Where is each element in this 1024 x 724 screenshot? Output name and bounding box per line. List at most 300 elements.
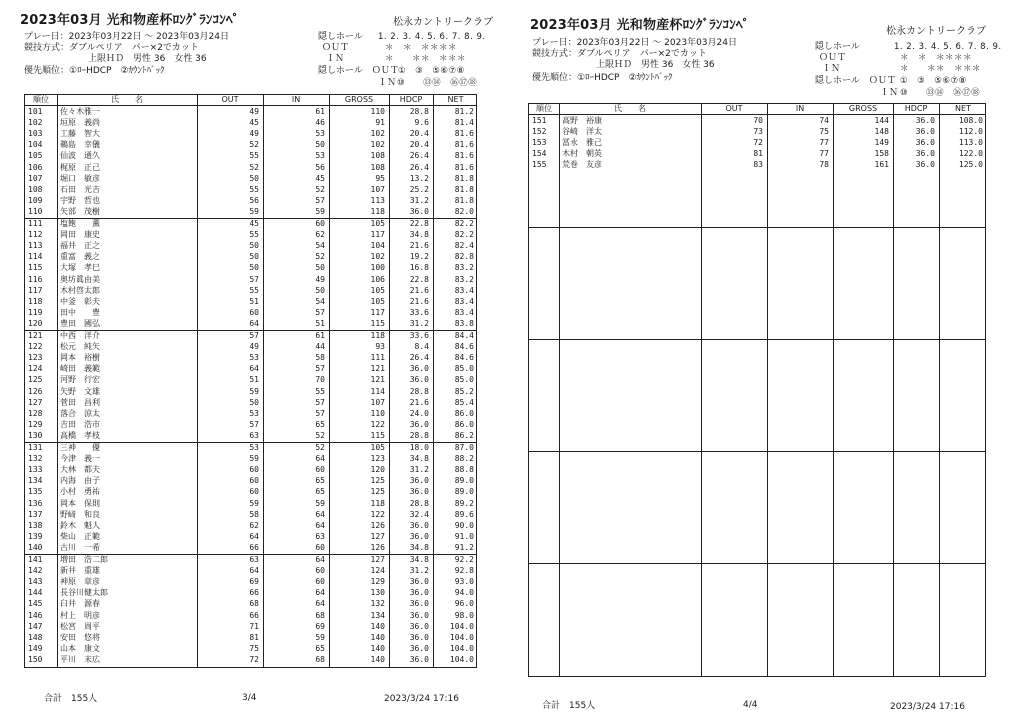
out-cell: 57	[249, 420, 259, 430]
hdcp-cell: 18.0	[409, 442, 429, 452]
rank-cell: 147	[28, 621, 43, 631]
hdcp-cell: 36.0	[409, 476, 429, 486]
hdcp-cell: 36.0	[915, 137, 935, 147]
table-row	[25, 331, 476, 341]
table-row	[25, 510, 476, 520]
out-cell: 51	[249, 296, 259, 306]
rank-cell: 122	[28, 341, 43, 351]
name-cell: 臼井 源春	[60, 599, 100, 609]
rank-cell: 153	[532, 137, 547, 147]
table-row	[25, 633, 476, 643]
hdcp-cell: 28.8	[409, 386, 429, 396]
table-row	[25, 387, 476, 397]
out-marks: ＊ ＊ ＊＊＊＊	[900, 53, 973, 63]
out-cell: 71	[249, 621, 259, 631]
in-cell: 57	[315, 408, 325, 418]
out-cell: 66	[249, 610, 259, 620]
hdcp-cell: 36.0	[409, 621, 429, 631]
table-row	[25, 319, 476, 329]
rank-cell: 143	[28, 576, 43, 586]
out-cell: 50	[249, 263, 259, 273]
rank-cell: 141	[28, 554, 43, 564]
net-cell: 85.0	[454, 375, 474, 385]
name-cell: 鈴木 魁人	[60, 520, 100, 530]
gross-cell: 127	[370, 532, 385, 542]
header-name: 氏 名	[111, 95, 143, 104]
gross-cell: 126	[370, 520, 385, 530]
name-cell: 崎田 義範	[60, 364, 100, 374]
gross-cell: 122	[370, 509, 385, 519]
gross-cell: 122	[370, 420, 385, 430]
gross-cell: 140	[370, 632, 385, 642]
name-cell: 長谷川健太郎	[60, 588, 108, 598]
rank-cell: 116	[28, 274, 43, 284]
rank-cell: 146	[28, 610, 43, 620]
in-cell: 50	[315, 263, 325, 273]
table-row	[25, 219, 476, 229]
out-cell: 59	[249, 207, 259, 217]
in-cell: 57	[315, 364, 325, 374]
out-cell: 68	[249, 599, 259, 609]
gross-cell: 123	[370, 453, 385, 463]
in-cell: 49	[315, 274, 325, 284]
rank-cell: 148	[28, 632, 43, 642]
total-count: 合計 155人	[542, 701, 596, 711]
name-cell: 村上 明彦	[60, 610, 100, 620]
rank-cell: 121	[28, 330, 43, 340]
name-cell: 岡田 康史	[60, 229, 100, 239]
table-row	[25, 297, 476, 307]
net-cell: 91.0	[454, 532, 474, 542]
rank-cell: 118	[28, 296, 43, 306]
net-cell: 125.0	[958, 160, 983, 170]
hidden-summary-label: 隠しホール ＯＵＴ	[815, 76, 896, 86]
rank-cell: 101	[28, 106, 43, 116]
in-cell: 65	[315, 487, 325, 497]
print-timestamp: 2023/3/24 17:16	[384, 694, 459, 704]
hdcp-cell: 36.0	[409, 655, 429, 665]
competition-format: 競技方式：ダブルペリア パー×2でカット	[532, 49, 707, 59]
name-cell: 佐々木雅一	[60, 106, 100, 116]
net-cell: 87.0	[454, 442, 474, 452]
net-cell: 104.0	[449, 621, 474, 631]
rank-cell: 123	[28, 352, 43, 362]
in-label: ＩＮ	[822, 64, 841, 74]
rank-cell: 137	[28, 509, 43, 519]
hdcp-cell: 25.2	[409, 184, 429, 194]
out-cell: 50	[249, 397, 259, 407]
header-out: OUT	[221, 95, 239, 104]
net-cell: 84.4	[454, 330, 474, 340]
out-cell: 50	[249, 173, 259, 183]
name-cell: 大林 都夫	[60, 464, 100, 474]
header-net: NET	[447, 95, 464, 104]
out-cell: 60	[249, 308, 259, 318]
table-row	[25, 476, 476, 486]
rank-cell: 125	[28, 375, 43, 385]
rank-cell: 136	[28, 498, 43, 508]
rank-cell: 120	[28, 319, 43, 329]
rank-cell: 104	[28, 140, 43, 150]
rank-cell: 109	[28, 196, 43, 206]
rank-cell: 117	[28, 285, 43, 295]
in-cell: 65	[315, 476, 325, 486]
hdcp-cell: 34.8	[409, 453, 429, 463]
gross-cell: 115	[370, 431, 385, 441]
gross-cell: 108	[370, 162, 385, 172]
in-cell: 51	[315, 319, 325, 329]
rank-cell: 142	[28, 565, 43, 575]
gross-cell: 113	[370, 196, 385, 206]
name-cell: 工藤 智大	[60, 128, 100, 138]
hdcp-cell: 33.6	[409, 308, 429, 318]
gross-cell: 93	[375, 341, 385, 351]
gross-cell: 111	[370, 352, 385, 362]
rank-cell: 106	[28, 162, 43, 172]
gross-cell: 127	[370, 554, 385, 564]
name-cell: 三神 優	[60, 442, 100, 452]
net-cell: 84.6	[454, 352, 474, 362]
net-cell: 83.4	[454, 285, 474, 295]
net-cell: 112.0	[958, 126, 983, 136]
rank-cell: 139	[28, 532, 43, 542]
header-net: NET	[955, 104, 971, 113]
gross-cell: 161	[874, 160, 889, 170]
out-cell: 49	[249, 106, 259, 116]
in-cell: 50	[315, 140, 325, 150]
table-row	[25, 611, 476, 621]
table-row	[25, 196, 476, 206]
competition-format: 競技方式：ダブルペリア パー×2でカット	[24, 43, 199, 53]
name-cell: 柴山 正範	[60, 532, 100, 542]
net-cell: 82.2	[454, 229, 474, 239]
competition-title: 2023年03月 光和物産杯ﾛﾝｸﾞﾗﾝｺﾝﾍﾟ	[20, 13, 240, 28]
name-cell: 中釜 彰夫	[60, 296, 100, 306]
in-cell: 74	[819, 115, 829, 125]
hdcp-cell: 9.6	[414, 117, 429, 127]
total-count: 合計 155人	[44, 694, 98, 704]
in-cell: 75	[819, 126, 829, 136]
name-cell: 山本 康文	[60, 644, 100, 654]
table-row	[25, 499, 476, 509]
gross-cell: 104	[370, 240, 385, 250]
net-cell: 82.2	[454, 218, 474, 228]
hidden-summary-in-label: ＩＮ	[378, 78, 397, 88]
gross-cell: 102	[370, 140, 385, 150]
out-cell: 49	[249, 341, 259, 351]
hdcp-cell: 8.4	[414, 341, 429, 351]
table-row	[25, 566, 476, 576]
table-row	[25, 151, 476, 161]
gross-cell: 105	[370, 285, 385, 295]
net-cell: 86.2	[454, 431, 474, 441]
hdcp-cell: 36.0	[409, 644, 429, 654]
name-cell: 宇野 哲也	[60, 196, 100, 206]
rank-cell: 110	[28, 207, 43, 217]
out-cell: 60	[249, 476, 259, 486]
in-cell: 53	[315, 151, 325, 161]
table-row	[25, 118, 476, 128]
net-cell: 91.2	[454, 543, 474, 553]
name-cell: 田中 豊	[60, 308, 100, 318]
out-cell: 63	[249, 431, 259, 441]
gross-cell: 95	[375, 173, 385, 183]
hdcp-cell: 36.0	[409, 375, 429, 385]
net-cell: 98.0	[454, 610, 474, 620]
out-marks: ＊ ＊ ＊＊＊＊	[385, 43, 458, 53]
hidden-summary-in: ⑩ ⑬⑭ ⑯⑰⑱	[900, 88, 981, 98]
rank-cell: 105	[28, 151, 43, 161]
rank-cell: 135	[28, 487, 43, 497]
name-cell: 小村 勇祐	[60, 487, 100, 497]
gross-cell: 149	[874, 137, 889, 147]
out-cell: 57	[249, 330, 259, 340]
table-row	[25, 163, 476, 173]
name-cell: 中西 洋介	[60, 330, 100, 340]
table-header-row	[529, 104, 985, 115]
hidden-hole-label: 隠しホール	[318, 32, 363, 42]
out-cell: 63	[249, 554, 259, 564]
out-cell: 83	[753, 160, 763, 170]
in-marks: ＊ ＊＊ ＊＊＊	[385, 54, 467, 64]
out-cell: 45	[249, 117, 259, 127]
table-row	[529, 138, 985, 148]
rank-cell: 131	[28, 442, 43, 452]
name-cell: 堀口 敏彦	[60, 173, 100, 183]
hdcp-cell: 32.4	[409, 509, 429, 519]
header-in: IN	[795, 104, 805, 113]
gross-cell: 118	[370, 207, 385, 217]
hidden-hole-numbers: 1. 2. 3. 4. 5. 6. 7. 8. 9.	[894, 42, 1002, 52]
rank-cell: 134	[28, 476, 43, 486]
table-row	[25, 644, 476, 654]
gross-cell: 115	[370, 319, 385, 329]
group-divider	[529, 563, 985, 564]
table-row	[25, 622, 476, 632]
priority-rule: 優先順位：①ﾛｰHDCP ②ｶｳﾝﾄﾊﾞｯｸ	[24, 66, 165, 76]
net-cell: 92.2	[454, 554, 474, 564]
hdcp-cell: 24.0	[409, 408, 429, 418]
hdcp-cell: 21.6	[409, 285, 429, 295]
in-cell: 45	[315, 173, 325, 183]
column-divider	[833, 104, 834, 676]
gross-cell: 102	[370, 128, 385, 138]
in-cell: 64	[315, 554, 325, 564]
rank-cell: 150	[28, 655, 43, 665]
in-cell: 64	[315, 520, 325, 530]
gross-cell: 124	[370, 565, 385, 575]
in-cell: 64	[315, 588, 325, 598]
name-cell: 塩飽 薫	[60, 218, 100, 228]
net-cell: 81.4	[454, 117, 474, 127]
net-cell: 90.0	[454, 520, 474, 530]
net-cell: 104.0	[449, 644, 474, 654]
net-cell: 96.0	[454, 599, 474, 609]
hdcp-cell: 36.0	[915, 115, 935, 125]
name-cell: 菅田 昌利	[60, 397, 100, 407]
table-row	[529, 127, 985, 137]
in-cell: 60	[315, 464, 325, 474]
out-cell: 59	[249, 453, 259, 463]
hdcp-cell: 22.8	[409, 274, 429, 284]
in-cell: 58	[315, 352, 325, 362]
net-cell: 88.8	[454, 464, 474, 474]
table-row	[25, 375, 476, 385]
table-row	[25, 443, 476, 453]
hdcp-cell: 31.2	[409, 196, 429, 206]
gross-cell: 108	[370, 151, 385, 161]
hdcp-cell: 26.4	[409, 162, 429, 172]
hdcp-cell: 33.6	[409, 330, 429, 340]
hdcp-cell: 36.0	[409, 207, 429, 217]
in-cell: 52	[315, 431, 325, 441]
in-cell: 50	[315, 285, 325, 295]
rank-cell: 138	[28, 520, 43, 530]
hidden-summary-out: ① ③ ⑤⑥⑦⑧	[900, 76, 967, 86]
out-cell: 60	[249, 464, 259, 474]
table-row	[25, 655, 476, 665]
name-cell: 平川 末広	[60, 655, 100, 665]
rank-cell: 129	[28, 420, 43, 430]
header-gross: GROSS	[848, 104, 878, 113]
gross-cell: 130	[370, 588, 385, 598]
gross-cell: 105	[370, 218, 385, 228]
out-cell: 50	[249, 252, 259, 262]
handicap-limits: 上限ＨＤ 男性 36 女性 36	[596, 60, 715, 70]
name-cell: 松元 純矢	[60, 341, 100, 351]
in-label: ＩＮ	[326, 54, 345, 64]
name-cell: 岡本 保則	[60, 498, 100, 508]
hdcp-cell: 36.0	[409, 420, 429, 430]
net-cell: 81.8	[454, 196, 474, 206]
name-cell: 矢野 文雄	[60, 386, 100, 396]
rank-cell: 128	[28, 408, 43, 418]
table-row	[25, 129, 476, 139]
in-cell: 62	[315, 229, 325, 239]
gross-cell: 158	[874, 149, 889, 159]
hdcp-cell: 31.2	[409, 464, 429, 474]
hdcp-cell: 20.4	[409, 140, 429, 150]
competition-title: 2023年03月 光和物産杯ﾛﾝｸﾞﾗﾝｺﾝﾍﾟ	[530, 18, 750, 33]
rank-cell: 108	[28, 184, 43, 194]
name-cell: 野﨑 和良	[60, 509, 100, 519]
out-cell: 59	[249, 498, 259, 508]
table-row	[529, 149, 985, 159]
in-cell: 61	[315, 106, 325, 116]
play-dates: プレー日：2023年03月22日 ～ 2023年03月24日	[532, 38, 737, 48]
in-cell: 78	[819, 160, 829, 170]
name-cell: 河野 行宏	[60, 375, 100, 385]
net-cell: 89.0	[454, 476, 474, 486]
name-cell: 仙波 通久	[60, 151, 100, 161]
out-cell: 66	[249, 543, 259, 553]
in-cell: 46	[315, 117, 325, 127]
page-number: 3/4	[242, 693, 257, 703]
hdcp-cell: 28.8	[409, 498, 429, 508]
net-cell: 81.8	[454, 173, 474, 183]
hdcp-cell: 13.2	[409, 173, 429, 183]
out-cell: 53	[249, 352, 259, 362]
net-cell: 89.0	[454, 487, 474, 497]
out-cell: 81	[753, 149, 763, 159]
out-cell: 70	[753, 115, 763, 125]
in-cell: 59	[315, 498, 325, 508]
in-cell: 64	[315, 599, 325, 609]
table-row	[25, 364, 476, 374]
in-cell: 60	[315, 218, 325, 228]
rank-cell: 112	[28, 229, 43, 239]
name-cell: 谷崎 洋太	[562, 126, 602, 136]
in-cell: 52	[315, 252, 325, 262]
hdcp-cell: 36.0	[409, 520, 429, 530]
net-cell: 122.0	[958, 149, 983, 159]
hdcp-cell: 36.0	[409, 588, 429, 598]
in-cell: 77	[819, 149, 829, 159]
table-row	[25, 140, 476, 150]
net-cell: 93.0	[454, 576, 474, 586]
name-cell: 高野 裕康	[562, 115, 602, 125]
out-cell: 52	[249, 140, 259, 150]
in-cell: 54	[315, 240, 325, 250]
hdcp-cell: 36.0	[409, 487, 429, 497]
name-cell: 豊田 國弘	[60, 319, 100, 329]
hdcp-cell: 36.0	[409, 364, 429, 374]
net-cell: 83.4	[454, 296, 474, 306]
net-cell: 83.2	[454, 274, 474, 284]
out-label: ＯＵＴ	[322, 43, 350, 53]
hdcp-cell: 19.2	[409, 252, 429, 262]
net-cell: 94.0	[454, 588, 474, 598]
name-cell: 鵜島 幸儀	[60, 140, 100, 150]
in-cell: 68	[315, 610, 325, 620]
out-cell: 72	[753, 137, 763, 147]
net-cell: 92.8	[454, 565, 474, 575]
table-row	[25, 275, 476, 285]
header-in: IN	[291, 95, 301, 104]
in-cell: 52	[315, 184, 325, 194]
name-cell: 松宮 周平	[60, 621, 100, 631]
table-row	[25, 588, 476, 598]
net-cell: 88.2	[454, 453, 474, 463]
table-row	[25, 398, 476, 408]
gross-cell: 110	[370, 408, 385, 418]
net-cell: 82.8	[454, 252, 474, 262]
rank-cell: 154	[532, 149, 547, 159]
in-cell: 77	[819, 137, 829, 147]
net-cell: 83.2	[454, 263, 474, 273]
table-row	[25, 286, 476, 296]
in-cell: 64	[315, 453, 325, 463]
header-out: OUT	[725, 104, 743, 113]
name-cell: 奥坊眞由美	[60, 274, 100, 284]
net-cell: 83.4	[454, 308, 474, 318]
hidden-summary-label: 隠しホール ＯＵＴ	[318, 66, 399, 76]
in-cell: 53	[315, 128, 325, 138]
gross-cell: 125	[370, 476, 385, 486]
gross-cell: 132	[370, 599, 385, 609]
club-name: 松永カントリークラブ	[393, 17, 493, 28]
in-cell: 57	[315, 397, 325, 407]
header-gross: GROSS	[344, 95, 374, 104]
in-cell: 54	[315, 296, 325, 306]
hdcp-cell: 36.0	[409, 610, 429, 620]
group-divider	[529, 227, 985, 228]
column-divider	[767, 104, 768, 676]
group-divider	[529, 451, 985, 452]
in-cell: 63	[315, 532, 325, 542]
table-row	[25, 543, 476, 553]
table-row	[25, 342, 476, 352]
